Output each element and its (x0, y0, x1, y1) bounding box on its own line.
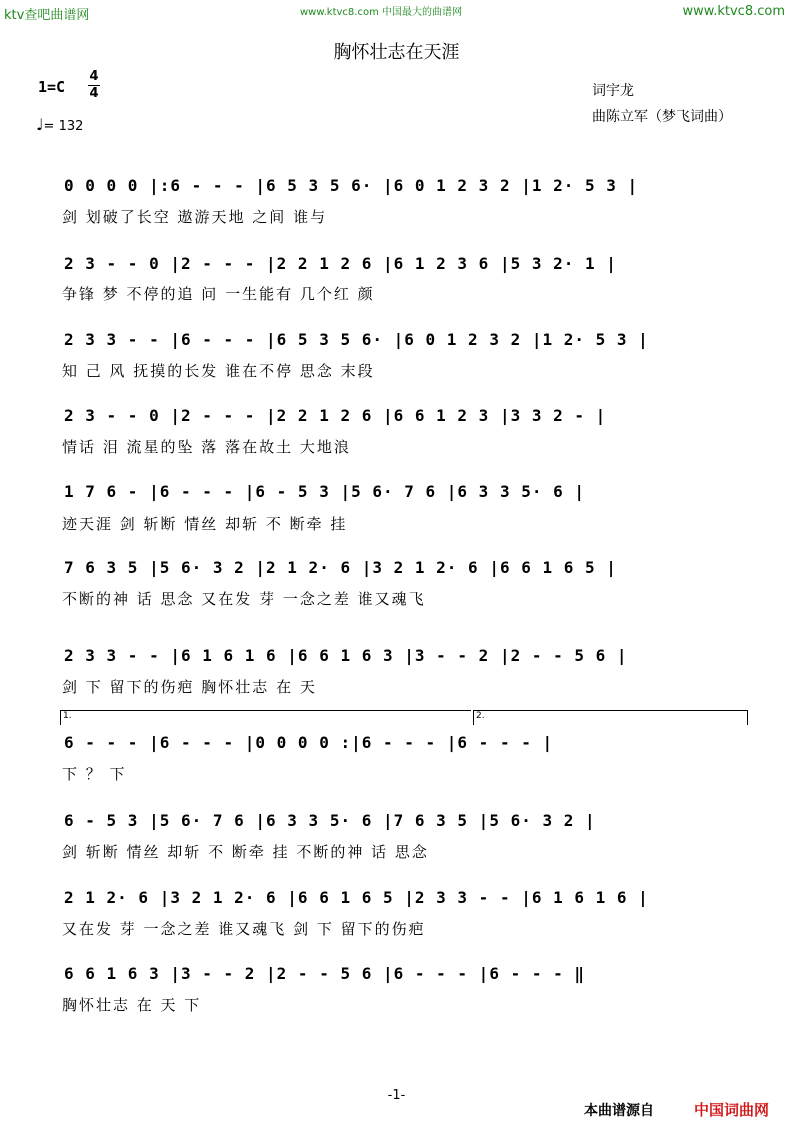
notation-line-8: 6 - - - |6 - - - |0 0 0 0 :|6 - - - |6 - - - | (64, 733, 554, 752)
lyrics-line-3: 知 己 风 抚摸的长发 谁在不停 思念 末段 (62, 362, 375, 380)
notation-line-5: 1 7 6 - |6 - - - |6 - 5 3 |5 6· 7 6 |6 3 3 5· 6 | (64, 482, 586, 501)
lyrics-line-7: 剑 下 留下的伤疤 胸怀壮志 在 天 (62, 678, 317, 696)
notation-line-4: 2 3 - - 0 |2 - - - |2 2 1 2 6 |6 6 1 2 3 |3 3 2 - | (64, 406, 607, 425)
source-label: 本曲谱源自 (584, 1103, 654, 1119)
notation-line-11: 6 6 1 6 3 |3 - - 2 |2 - - 5 6 |6 - - - |6 - - - ‖ (64, 964, 586, 983)
lyrics-line-9: 剑 斩断 情丝 却斩 不 断牵 挂 不断的神 话 思念 (62, 843, 429, 861)
notation-line-9: 6 - 5 3 |5 6· 7 6 |6 3 3 5· 6 |7 6 3 5 |5 6· 3 2 | (64, 811, 596, 830)
notation-line-3: 2 3 3 - - |6 - - - |6 5 3 5 6· |6 0 1 2 3 2 |1 2· 5 3 | (64, 330, 649, 349)
lyrics-line-1: 剑 划破了长空 遨游天地 之间 谁与 (62, 208, 328, 226)
page-number: -1- (387, 1088, 406, 1103)
song-title: 胸怀壮志在天涯 (333, 42, 460, 63)
lyrics-line-10: 又在发 芽 一念之差 谁又魂飞 剑 下 留下的伤疤 (62, 920, 426, 938)
site-watermark-center: www.ktvc8.com 中国最大的曲谱网 (300, 7, 463, 18)
site-watermark-right: www.ktvc8.com (682, 4, 785, 19)
notation-line-1: 0 0 0 0 |:6 - - - |6 5 3 5 6· |6 0 1 2 3 2 |1 2· 5 3 | (64, 176, 639, 195)
lyricist-credit: 词宇龙 (592, 83, 634, 99)
meter-top: 4 (89, 69, 99, 84)
meter-bottom: 4 (89, 86, 99, 101)
site-watermark-left: ktv查吧曲谱网 (4, 8, 90, 23)
lyrics-line-5: 迹天涯 剑 斩断 情丝 却斩 不 断牵 挂 (62, 515, 348, 533)
lyrics-line-4: 情话 泪 流星的坠 落 落在故土 大地浪 (62, 438, 351, 456)
time-signature (88, 70, 100, 101)
source-site-logo: 中国词曲网 (694, 1101, 770, 1119)
lyrics-line-6: 不断的神 话 思念 又在发 芽 一念之差 谁又魂飞 (62, 590, 426, 608)
tempo-marking (36, 115, 83, 134)
notation-line-6: 7 6 3 5 |5 6· 3 2 |2 1 2· 6 |3 2 1 2· 6 |6 6 1 6 5 | (64, 558, 617, 577)
lyrics-line-2: 争锋 梦 不停的追 问 一生能有 几个红 颜 (62, 285, 375, 303)
key-signature: 1=C (38, 78, 66, 96)
quarter-note-icon: ♩ (36, 115, 44, 134)
lyrics-line-8: 下 ？ 下 (62, 765, 127, 783)
composer-credit: 曲陈立军（梦飞词曲） (592, 109, 732, 125)
lyrics-line-11: 胸怀壮志 在 天 下 (62, 996, 202, 1014)
volta-first-ending: 1. (60, 710, 471, 725)
volta-second-ending: 2. (473, 710, 748, 725)
notation-line-7: 2 3 3 - - |6 1 6 1 6 |6 6 1 6 3 |3 - - 2 |2 - - 5 6 | (64, 646, 628, 665)
notation-line-10: 2 1 2· 6 |3 2 1 2· 6 |6 6 1 6 5 |2 3 3 - - |6 1 6 1 6 | (64, 888, 649, 907)
notation-line-2: 2 3 - - 0 |2 - - - |2 2 1 2 6 |6 1 2 3 6 |5 3 2· 1 | (64, 254, 617, 273)
tempo-value: = 132 (43, 119, 84, 134)
